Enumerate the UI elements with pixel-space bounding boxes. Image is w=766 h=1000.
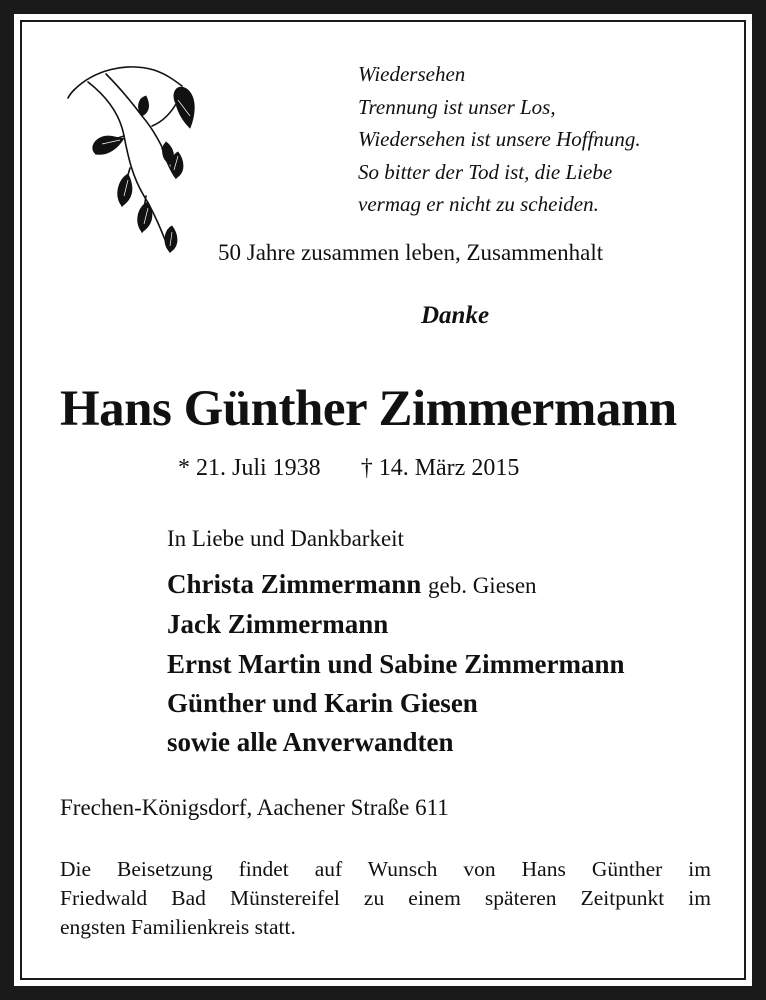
birch-twig-icon xyxy=(66,56,206,276)
poem-line: Wiedersehen xyxy=(358,62,466,86)
maiden-name: geb. Giesen xyxy=(427,573,537,598)
mourner-item xyxy=(167,605,625,644)
mourners-list xyxy=(167,565,625,762)
mourner-name: Christa Zimmermann xyxy=(167,569,422,599)
notice-line: engsten Familienkreis statt. xyxy=(60,915,296,939)
poem xyxy=(358,58,641,221)
notice-line: Die Beisetzung findet auf Wunsch von Hans Günther im xyxy=(60,857,711,881)
birth-date: * 21. Juli 1938 xyxy=(178,455,321,481)
thanks-heading: Danke xyxy=(421,302,490,329)
poem-line: Wiedersehen ist unsere Hoffnung. xyxy=(358,127,641,151)
mourner-item xyxy=(167,723,625,762)
mourner-item xyxy=(167,565,625,605)
life-dates xyxy=(178,455,519,482)
mourner-item xyxy=(167,645,625,684)
notice-line: Friedwald Bad Münstereifel zu einem späteren Zeitpunkt im xyxy=(60,886,711,910)
mourner-item xyxy=(167,684,625,723)
love-line: In Liebe und Dankbarkeit xyxy=(167,526,404,551)
address: Frechen-Königsdorf, Aachener Straße 611 xyxy=(60,795,449,820)
poem-line: So bitter der Tod ist, die Liebe xyxy=(358,159,613,184)
mourner-name: Günther und Karin Giesen xyxy=(167,687,478,718)
mourner-name: sowie alle Anverwandten xyxy=(167,727,454,758)
poem-line: vermag er nicht zu scheiden. xyxy=(358,192,599,216)
poem-line: Trennung ist unser Los, xyxy=(358,94,556,119)
death-date: † 14. März 2015 xyxy=(360,455,520,481)
funeral-notice xyxy=(60,855,711,942)
mourner-name: Ernst Martin und Sabine Zimmermann xyxy=(167,648,625,679)
deceased-name: Hans Günther Zimmermann xyxy=(60,381,677,437)
together-line: 50 Jahre zusammen leben, Zusammenhalt xyxy=(218,240,604,265)
mourner-name: Jack Zimmermann xyxy=(167,609,389,640)
